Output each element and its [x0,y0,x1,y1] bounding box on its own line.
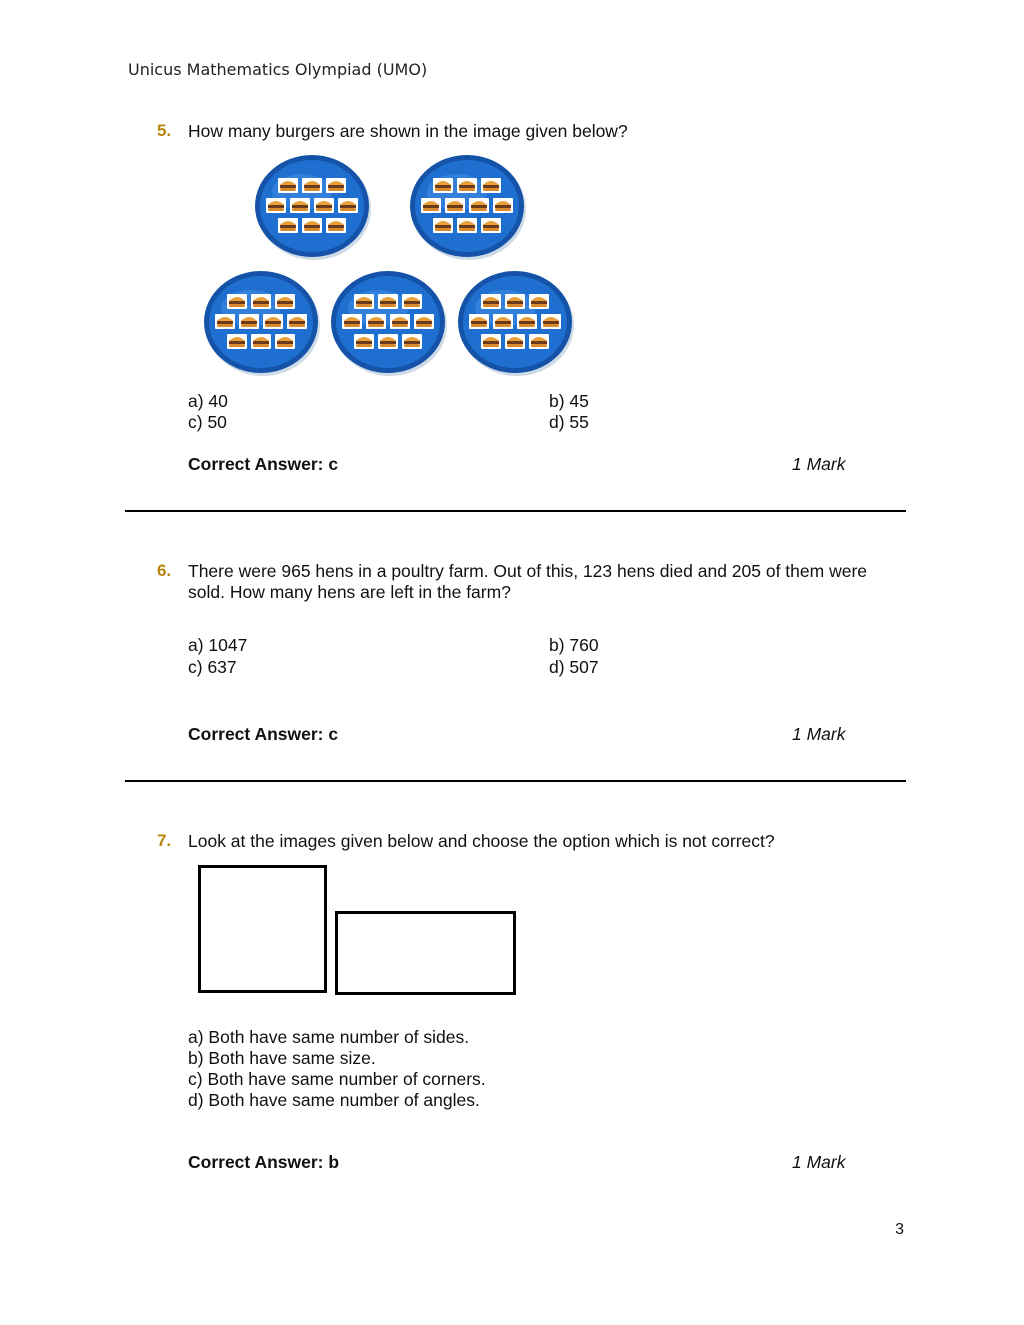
burger-icon [378,334,398,349]
burger-icon [529,334,549,349]
burger-icon [354,294,374,309]
question-6-number: 6. [157,561,172,580]
burger-icon [366,314,386,329]
burger-icon [275,294,295,309]
q5-correct-answer: Correct Answer: c [188,454,339,474]
burger-icon [338,198,358,213]
burger-icon [314,198,334,213]
q7-option-a: a) Both have same number of sides. [188,1027,470,1047]
burger-icon [402,294,422,309]
burger-icon [342,314,362,329]
burger-icon [215,314,235,329]
burger-icon [402,334,422,349]
burger-icon [541,314,561,329]
burger-icon [421,198,441,213]
burger-icon [287,314,307,329]
question-6-text-line2: sold. How many hens are left in the farm? [188,582,511,602]
q5-option-c: c) 50 [188,412,227,432]
burger-icon [505,334,525,349]
q6-option-d: d) 507 [549,657,599,677]
question-5-text: How many burgers are shown in the image given below? [188,121,628,141]
question-7-text: Look at the images given below and choose the option which is not correct? [188,831,775,851]
burger-icon [302,178,322,193]
burger-icon [457,178,477,193]
burger-icon [433,178,453,193]
burger-icon [445,198,465,213]
burger-icon [529,294,549,309]
burger-icon [469,314,489,329]
q7-mark: 1 Mark [792,1152,846,1172]
plate [331,271,447,376]
square-shape [198,865,327,993]
burger-icon [414,314,434,329]
burger-icon [481,178,501,193]
burger-icon [263,314,283,329]
burger-icon [505,294,525,309]
burger-icon [278,178,298,193]
burger-icon [326,218,346,233]
q6-mark: 1 Mark [792,724,846,744]
question-5-number: 5. [157,121,172,140]
burger-icon [266,198,286,213]
burger-icon [251,334,271,349]
q5-option-b: b) 45 [549,391,589,411]
rectangle-shape [335,911,516,995]
burger-icon [481,218,501,233]
page-number: 3 [895,1221,904,1238]
q5-option-d: d) 55 [549,412,589,432]
q6-option-b: b) 760 [549,635,599,655]
q7-option-b: b) Both have same size. [188,1048,376,1068]
plate [410,155,526,260]
burger-icon [457,218,477,233]
burger-icon [481,294,501,309]
plate [255,155,371,260]
burger-icon [227,334,247,349]
burger-icon [493,198,513,213]
burger-icon [481,334,501,349]
plate [204,271,320,376]
q7-correct-answer: Correct Answer: b [188,1152,340,1172]
burger-icon [433,218,453,233]
burger-icon [378,294,398,309]
question-6-text-line1: There were 965 hens in a poultry farm. Out of this, 123 hens died and 205 of them were [188,561,868,581]
burger-icon [390,314,410,329]
q7-option-d: d) Both have same number of angles. [188,1090,480,1110]
question-7-number: 7. [157,831,172,850]
q5-option-a: a) 40 [188,391,228,411]
burger-icon [354,334,374,349]
burger-icon [469,198,489,213]
section-divider [125,780,906,782]
q6-option-c: c) 637 [188,657,237,677]
burger-icon [302,218,322,233]
burger-icon [227,294,247,309]
burger-icon [239,314,259,329]
burger-icon [278,218,298,233]
burger-icon [275,334,295,349]
q5-mark: 1 Mark [792,454,846,474]
burger-icon [326,178,346,193]
burger-icon [493,314,513,329]
q6-correct-answer: Correct Answer: c [188,724,339,744]
plate [458,271,574,376]
section-divider [125,510,906,512]
q6-option-a: a) 1047 [188,635,248,655]
burger-icon [517,314,537,329]
document-header: Unicus Mathematics Olympiad (UMO) [128,60,428,79]
burger-icon [251,294,271,309]
burger-icon [290,198,310,213]
q7-option-c: c) Both have same number of corners. [188,1069,486,1089]
